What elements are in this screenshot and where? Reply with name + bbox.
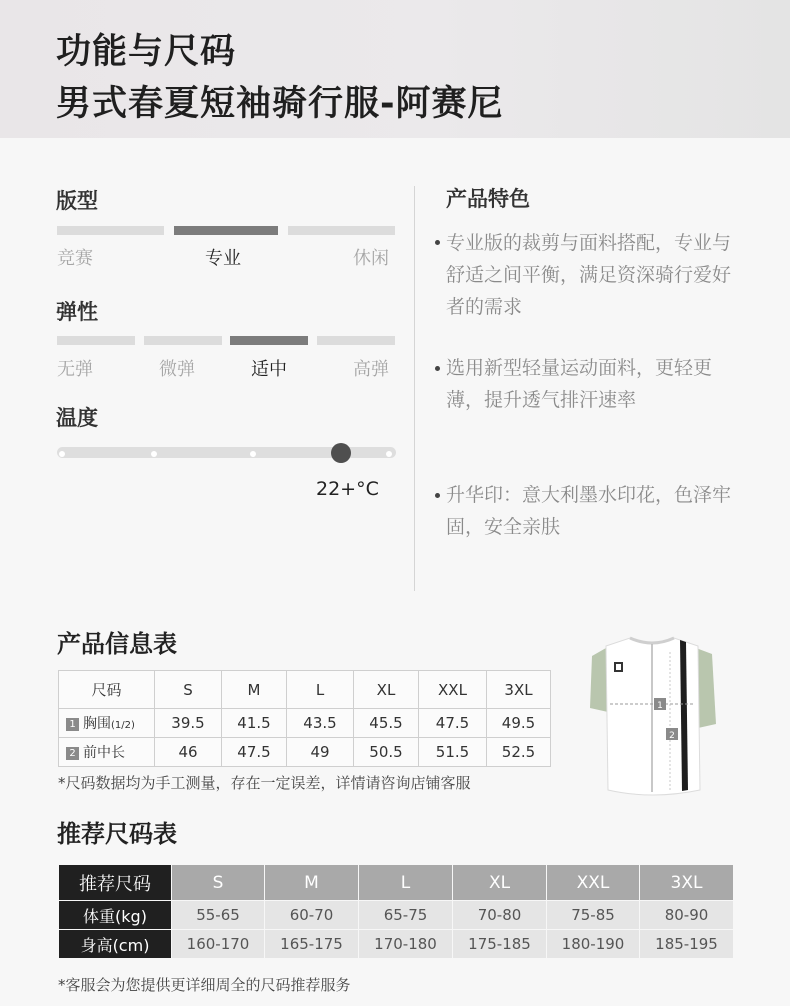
size-header: XXL bbox=[547, 865, 640, 901]
row-label-weight: 体重(kg) bbox=[59, 901, 172, 930]
size-header: 3XL bbox=[640, 865, 734, 901]
table-cell: 65-75 bbox=[359, 901, 453, 930]
temperature-tick bbox=[59, 451, 65, 457]
table-cell: 165-175 bbox=[265, 930, 359, 959]
size-header: XL bbox=[354, 671, 419, 709]
row-label-height: 身高(cm) bbox=[59, 930, 172, 959]
table-cell: 50.5 bbox=[354, 738, 419, 767]
table-row bbox=[59, 738, 551, 767]
marker-1-icon: 1 bbox=[66, 718, 79, 731]
size-header: 3XL bbox=[487, 671, 551, 709]
product-name: 男式春夏短袖骑行服-阿赛尼 bbox=[56, 84, 504, 124]
fit-heading: 版型 bbox=[56, 189, 98, 213]
size-header: L bbox=[359, 865, 453, 901]
table-cell: 160-170 bbox=[172, 930, 265, 959]
feature-item: 选用新型轻量运动面料，更轻更薄，提升透气排汗速率 bbox=[446, 357, 713, 411]
table-cell: 180-190 bbox=[547, 930, 640, 959]
elasticity-scale-segment bbox=[57, 336, 135, 345]
table-cell: 46 bbox=[155, 738, 222, 767]
table-cell: 175-185 bbox=[453, 930, 547, 959]
size-header: XXL bbox=[419, 671, 487, 709]
page-title: 功能与尺码 bbox=[56, 32, 237, 72]
table-cell: 70-80 bbox=[453, 901, 547, 930]
table-cell: 170-180 bbox=[359, 930, 453, 959]
temperature-tick bbox=[250, 451, 256, 457]
feature-item: 升华印：意大利墨水印花，色泽牢固，安全亲肤 bbox=[446, 484, 732, 538]
size-header: S bbox=[172, 865, 265, 901]
fit-option: 竞赛 bbox=[57, 248, 93, 269]
fit-option: 休闲 bbox=[353, 248, 389, 269]
elasticity-scale-segment bbox=[144, 336, 222, 345]
size-header: XL bbox=[453, 865, 547, 901]
table-cell: 49.5 bbox=[487, 709, 551, 738]
elasticity-scale-segment-selected bbox=[230, 336, 308, 345]
size-header: L bbox=[287, 671, 354, 709]
table-corner: 尺码 bbox=[59, 671, 155, 709]
bullet-icon bbox=[435, 240, 440, 245]
svg-text:1: 1 bbox=[657, 701, 663, 711]
temperature-value: 22+°C bbox=[316, 478, 379, 500]
row-label-chest: 1 胸围(1/2) bbox=[59, 709, 155, 738]
elasticity-option: 高弹 bbox=[353, 359, 389, 380]
elasticity-scale-segment bbox=[317, 336, 395, 345]
size-header: M bbox=[265, 865, 359, 901]
recommend-table-heading: 推荐尺码表 bbox=[57, 820, 177, 848]
bullet-icon bbox=[435, 366, 440, 371]
vertical-divider bbox=[414, 186, 415, 591]
size-header: S bbox=[155, 671, 222, 709]
table-cell: 47.5 bbox=[419, 709, 487, 738]
table-row bbox=[59, 901, 734, 930]
table-cell: 51.5 bbox=[419, 738, 487, 767]
table-cell: 60-70 bbox=[265, 901, 359, 930]
jersey-left-sleeve bbox=[590, 648, 608, 712]
table-header-row bbox=[59, 865, 734, 901]
table-corner: 推荐尺码 bbox=[59, 865, 172, 901]
header-banner bbox=[0, 0, 790, 138]
table-cell: 43.5 bbox=[287, 709, 354, 738]
marker-2-icon: 2 bbox=[66, 747, 79, 760]
recommend-size-table bbox=[58, 864, 734, 959]
bullet-icon bbox=[435, 493, 440, 498]
fit-scale-segment bbox=[57, 226, 164, 235]
svg-text:2: 2 bbox=[669, 731, 675, 741]
table-row bbox=[59, 709, 551, 738]
fit-scale-segment bbox=[288, 226, 395, 235]
table-cell: 52.5 bbox=[487, 738, 551, 767]
elasticity-heading: 弹性 bbox=[56, 300, 98, 324]
temperature-tick bbox=[151, 451, 157, 457]
table-cell: 185-195 bbox=[640, 930, 734, 959]
table-cell: 55-65 bbox=[172, 901, 265, 930]
elasticity-option: 无弹 bbox=[57, 359, 93, 380]
measurement-note: *尺码数据均为手工测量，存在一定误差，详情请咨询店铺客服 bbox=[58, 774, 471, 792]
fit-option-selected: 专业 bbox=[205, 248, 241, 269]
table-cell: 39.5 bbox=[155, 709, 222, 738]
product-info-table bbox=[58, 670, 551, 767]
features-heading: 产品特色 bbox=[446, 187, 530, 211]
jersey-illustration bbox=[584, 624, 724, 800]
recommend-note: *客服会为您提供更详细周全的尺码推荐服务 bbox=[58, 976, 351, 994]
row-label-length: 2 前中长 bbox=[59, 738, 155, 767]
table-cell: 49 bbox=[287, 738, 354, 767]
table-cell: 41.5 bbox=[222, 709, 287, 738]
feature-item: 专业版的裁剪与面料搭配，专业与舒适之间平衡，满足资深骑行爱好者的需求 bbox=[446, 232, 732, 318]
temperature-heading: 温度 bbox=[56, 406, 98, 430]
table-cell: 45.5 bbox=[354, 709, 419, 738]
elasticity-option: 微弹 bbox=[159, 359, 195, 380]
temperature-tick bbox=[386, 451, 392, 457]
table-cell: 80-90 bbox=[640, 901, 734, 930]
info-table-heading: 产品信息表 bbox=[57, 630, 177, 658]
table-cell: 47.5 bbox=[222, 738, 287, 767]
fit-scale-segment-selected bbox=[174, 226, 278, 235]
temperature-marker bbox=[331, 443, 351, 463]
elasticity-option-selected: 适中 bbox=[251, 359, 287, 380]
size-header: M bbox=[222, 671, 287, 709]
table-row bbox=[59, 930, 734, 959]
table-header-row bbox=[59, 671, 551, 709]
table-cell: 75-85 bbox=[547, 901, 640, 930]
